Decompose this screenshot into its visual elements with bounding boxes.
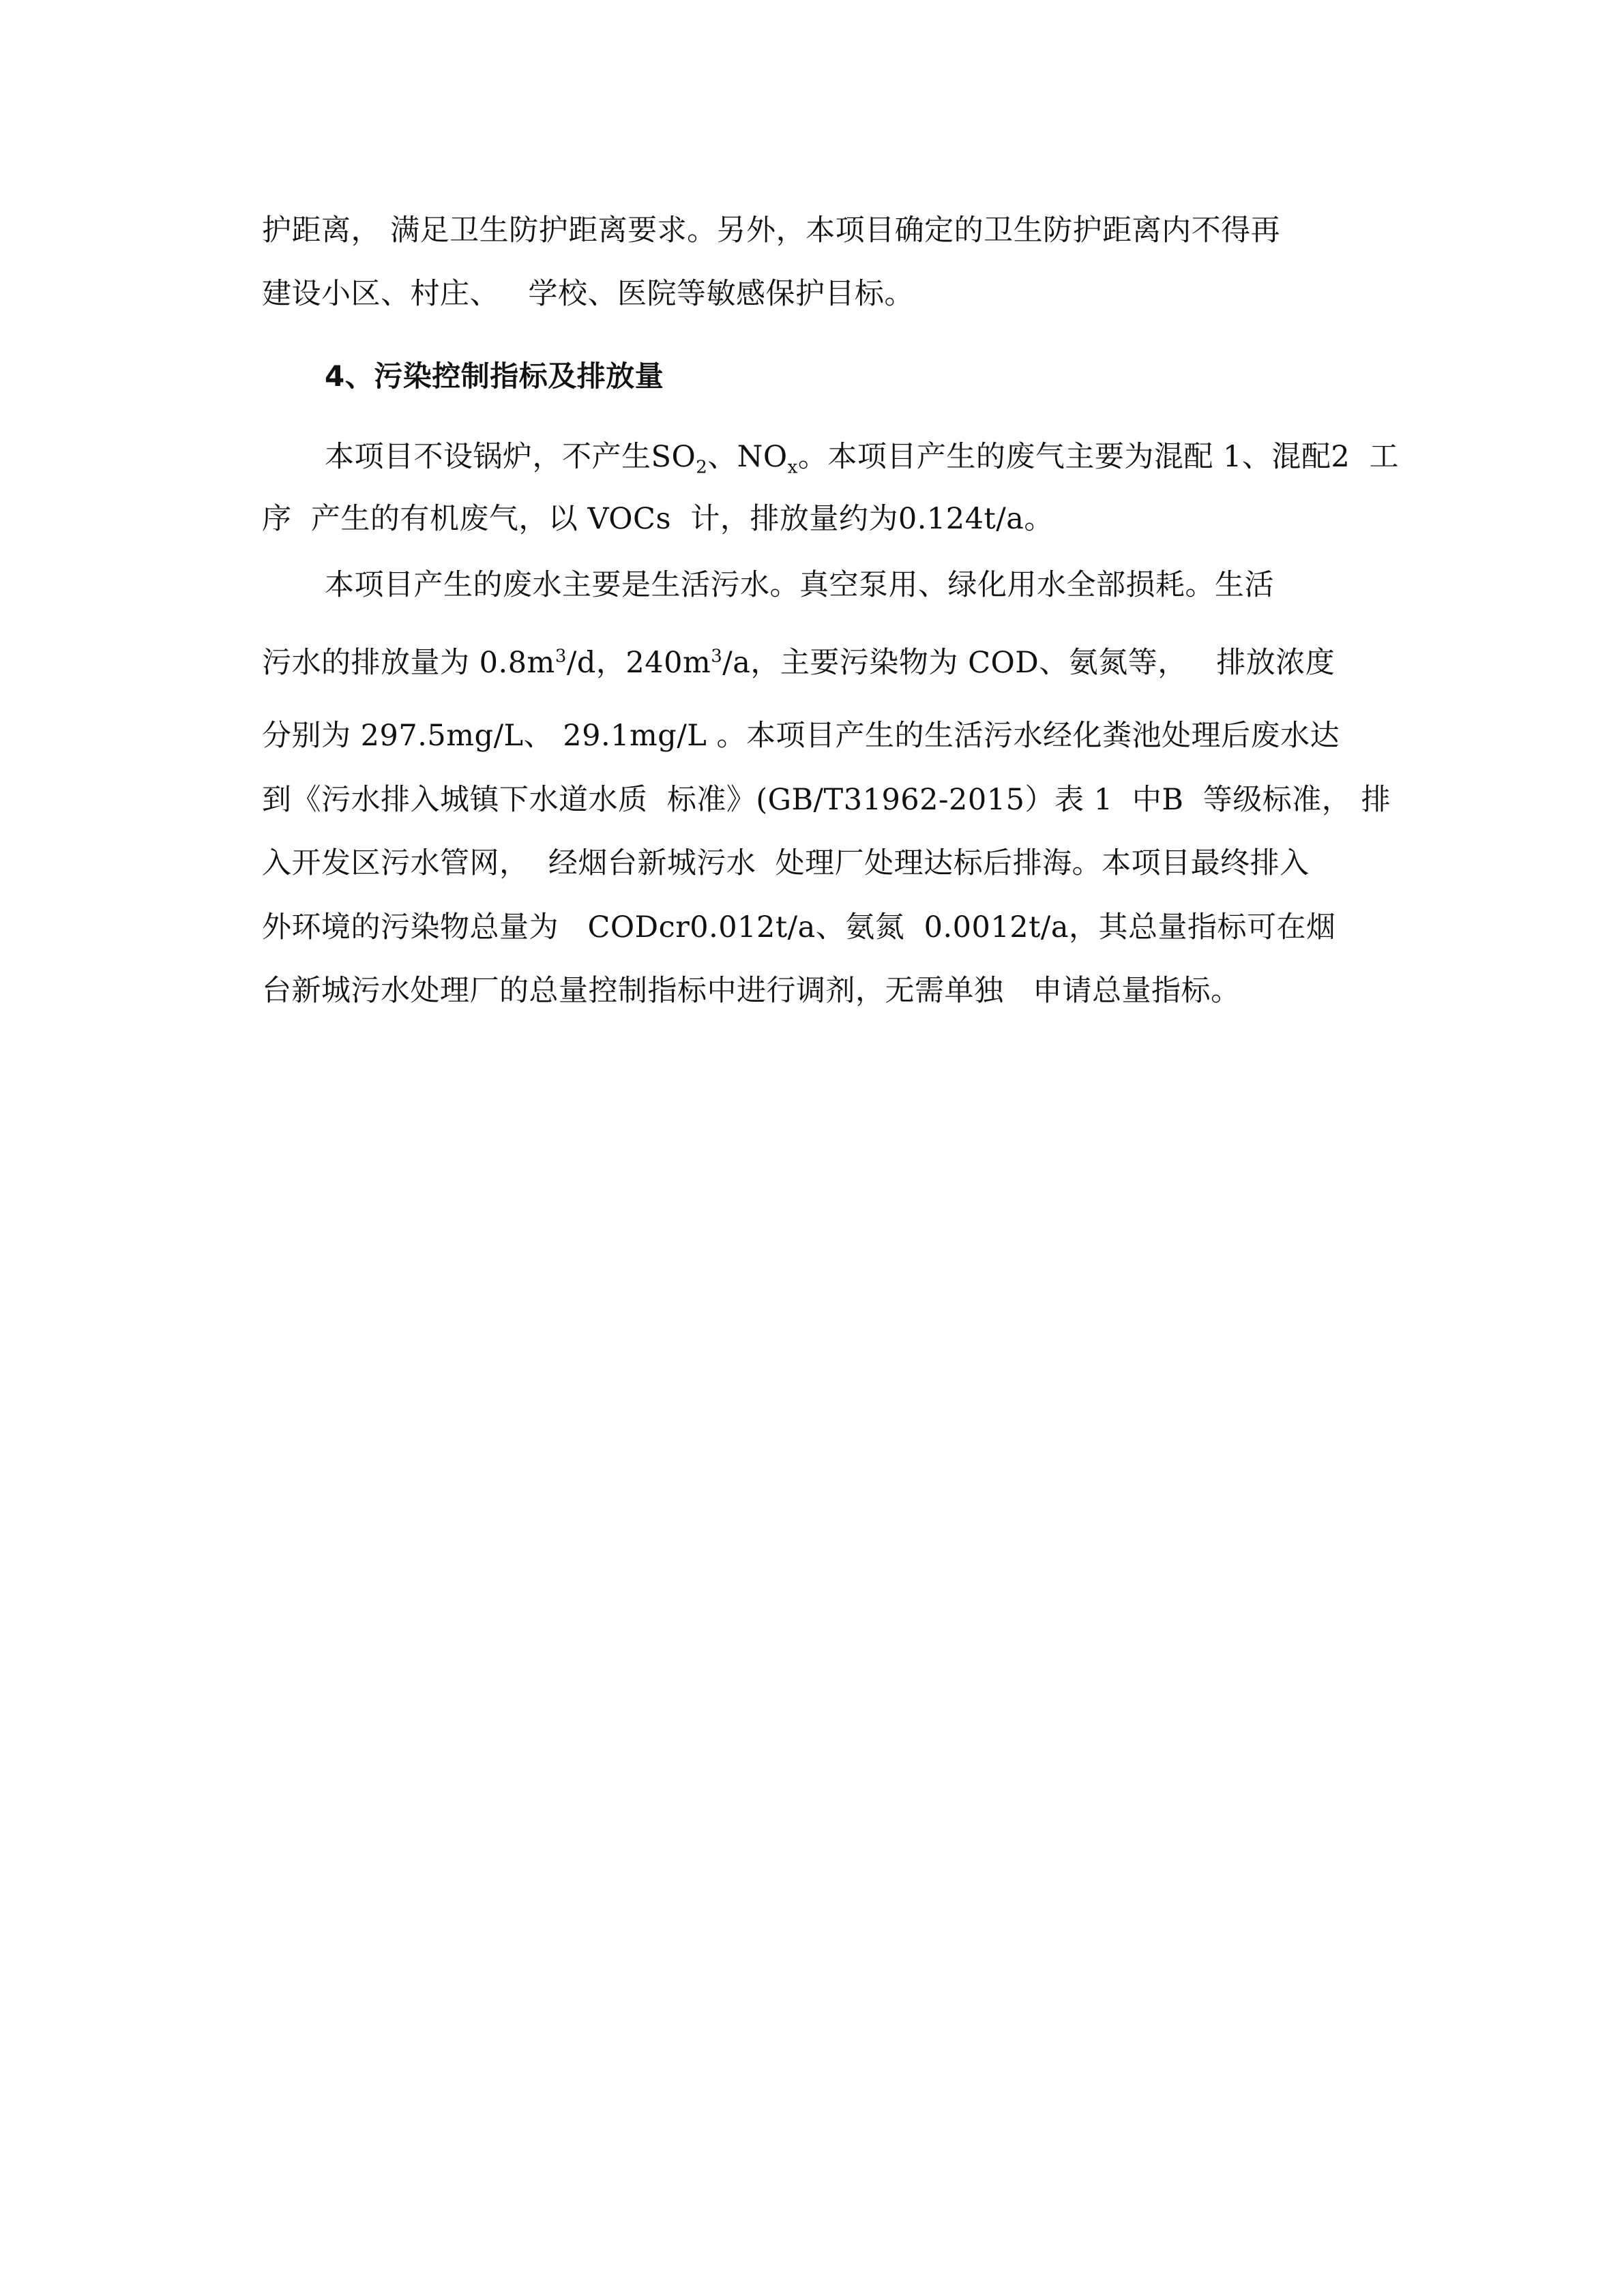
paragraph-2-line-2: 序 产生的有机废气，以 VOCs 计，排放量约为0.124t/a。 — [262, 502, 1054, 536]
m3-superscript-1: 3 — [555, 646, 567, 667]
m3-superscript-2: 3 — [711, 646, 723, 667]
paragraph-1-line-1: 护距离， 满足卫生防护距离要求。另外，本项目确定的卫生防护距离内不得再 — [262, 213, 1281, 248]
paragraph-2-text-b: 、NO — [707, 440, 788, 474]
paragraph-3-line-6: 外环境的污染物总量为 CODcr0.012t/a、氨氮 0.0012t/a，其总量指标可在烟 — [262, 910, 1336, 944]
paragraph-2-text-a: 本项目不设锅炉，不产生SO — [325, 440, 696, 474]
paragraph-3-line-2 — [262, 644, 1335, 682]
so2-subscript: 2 — [696, 457, 708, 478]
paragraph-2-text-c: 。本项目产生的废气主要为混配 1、混配2 工 — [797, 440, 1400, 474]
paragraph-3-text-b: /d，240m — [566, 646, 711, 680]
paragraph-1-line-2: 建设小区、村庄、 学校、医院等敏感保护目标。 — [262, 277, 915, 311]
paragraph-3-line-1: 本项目产生的废水主要是生活污水。真空泵用、绿化用水全部损耗。生活 — [325, 568, 1274, 602]
paragraph-3-line-5: 入开发区污水管网， 经烟台新城污水 处理厂处理达标后排海。本项目最终排入 — [262, 846, 1310, 880]
paragraph-3-line-3: 分别为 297.5mg/L、 29.1mg/L 。本项目产生的生活污水经化粪池处理后废水达 — [262, 719, 1340, 753]
paragraph-3-text-c: /a，主要污染物为 COD、氨氮等， 排放浓度 — [722, 646, 1335, 680]
paragraph-2-line-1 — [325, 438, 1399, 476]
paragraph-3-line-7: 台新城污水处理厂的总量控制指标中进行调剂，无需单独 申请总量指标。 — [262, 974, 1241, 1008]
nox-subscript: x — [787, 457, 798, 478]
paragraph-3-line-4: 到《污水排入城镇下水道水质 标准》(GB/T31962-2015）表 1 中B 等级标准， 排 — [262, 783, 1391, 817]
paragraph-3-text-a: 污水的排放量为 0.8m — [262, 646, 555, 680]
section-heading: 4、污染控制指标及排放量 — [325, 359, 664, 393]
